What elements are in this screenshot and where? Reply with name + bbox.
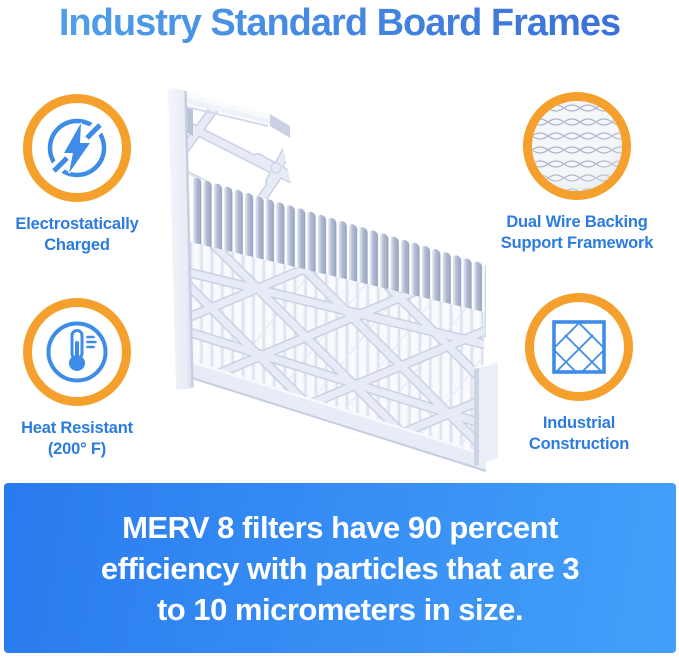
orange-ring (23, 94, 131, 202)
feature-label-line: Dual Wire Backing (506, 213, 648, 231)
thermometer-icon (44, 319, 110, 385)
orange-ring (523, 92, 631, 200)
lightning-power-icon (45, 116, 109, 180)
feature-dual-wire-backing (489, 92, 665, 254)
feature-industrial-construction (491, 293, 667, 455)
feature-label (529, 413, 629, 455)
feature-label-line: Electrostatically (15, 215, 139, 233)
feature-label (15, 214, 138, 256)
feature-electrostatically-charged (0, 94, 157, 256)
wire-mesh-icon (532, 101, 622, 191)
feature-label (21, 418, 133, 460)
diamond-grid-icon (550, 318, 608, 376)
feature-label-line: Support Framework (500, 234, 654, 252)
merv-info-banner (4, 483, 676, 653)
feature-label (501, 212, 653, 254)
feature-label-line: (200° F) (47, 440, 107, 458)
air-filter-graphic (156, 76, 506, 486)
page-title: Industry Standard Board Frames (0, 0, 679, 46)
feature-label-line: Heat Resistant (21, 419, 133, 437)
banner-text-line: to 10 micrometers in size. (156, 591, 524, 627)
feature-label-line: Charged (44, 236, 110, 254)
orange-ring (23, 298, 131, 406)
orange-ring (525, 293, 633, 401)
air-filter-illustration (156, 76, 506, 486)
feature-label-line: Industrial (542, 414, 616, 432)
banner-text-line: MERV 8 filters have 90 percent (122, 509, 558, 545)
feature-heat-resistant (0, 298, 157, 460)
feature-label-line: Construction (528, 435, 630, 453)
banner-text-line: efficiency with particles that are 3 (100, 550, 580, 586)
